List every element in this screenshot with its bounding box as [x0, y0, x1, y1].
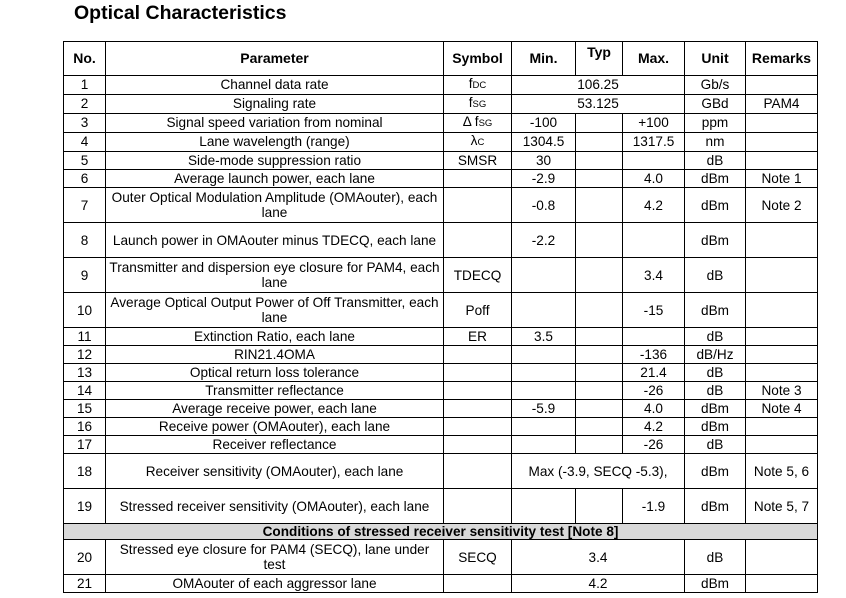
parameter-cell: Average Optical Output Power of Off Transmitter, each lane	[106, 293, 444, 328]
symbol-text: λ	[470, 133, 478, 148]
remarks-cell: Note 5, 6	[746, 454, 818, 489]
row-number: 13	[64, 364, 106, 382]
typ-cell	[576, 489, 623, 524]
parameter-cell: Average receive power, each lane	[106, 400, 444, 418]
min-cell	[512, 489, 576, 524]
table-row	[64, 293, 818, 328]
symbol-cell	[444, 328, 512, 346]
parameter-cell: Side-mode suppression ratio	[106, 152, 444, 170]
value-span-cell: 106.25	[512, 76, 685, 95]
unit-cell: Gb/s	[685, 76, 746, 95]
header-no: No.	[64, 42, 106, 76]
parameter-cell: OMAouter of each aggressor lane	[106, 575, 444, 593]
header-typ-label: Typ	[587, 44, 611, 60]
symbol-cell	[444, 382, 512, 400]
remarks-cell	[746, 76, 818, 95]
typ-cell	[576, 188, 623, 223]
parameter-cell: Stressed eye closure for PAM4 (SECQ), lane under test	[106, 540, 444, 575]
min-cell: -5.9	[512, 400, 576, 418]
value-span-cell: 3.4	[512, 540, 685, 575]
max-cell: -15	[623, 293, 685, 328]
unit-cell: dBm	[685, 400, 746, 418]
unit-cell: dB	[685, 436, 746, 454]
row-number: 1	[64, 76, 106, 95]
symbol-cell	[444, 346, 512, 364]
unit-cell: dB	[685, 328, 746, 346]
symbol-cell	[444, 364, 512, 382]
row-number: 11	[64, 328, 106, 346]
row-number: 14	[64, 382, 106, 400]
row-number: 20	[64, 540, 106, 575]
table-row	[64, 575, 818, 593]
max-cell: -1.9	[623, 489, 685, 524]
unit-cell: dB	[685, 540, 746, 575]
remarks-cell	[746, 133, 818, 152]
table-row	[64, 188, 818, 223]
row-number: 5	[64, 152, 106, 170]
symbol-cell	[444, 454, 512, 489]
row-number: 17	[64, 436, 106, 454]
remarks-cell: Note 5, 7	[746, 489, 818, 524]
value-span-cell: Max (-3.9, SECQ -5.3),	[512, 454, 685, 489]
row-number: 9	[64, 258, 106, 293]
unit-cell: dBm	[685, 188, 746, 223]
value-span-cell: 4.2	[512, 575, 685, 593]
min-cell: 3.5	[512, 328, 576, 346]
max-cell: 1317.5	[623, 133, 685, 152]
symbol-cell	[444, 152, 512, 170]
remarks-cell	[746, 114, 818, 133]
min-cell: 1304.5	[512, 133, 576, 152]
symbol-subscript: C	[477, 137, 485, 148]
table-row	[64, 328, 818, 346]
row-number: 15	[64, 400, 106, 418]
row-number: 12	[64, 346, 106, 364]
min-cell	[512, 382, 576, 400]
parameter-cell: Signaling rate	[106, 95, 444, 114]
row-number: 16	[64, 418, 106, 436]
row-number: 8	[64, 223, 106, 258]
symbol-cell	[444, 293, 512, 328]
typ-cell	[576, 364, 623, 382]
max-cell: 21.4	[623, 364, 685, 382]
row-number: 21	[64, 575, 106, 593]
remarks-cell	[746, 293, 818, 328]
row-number: 10	[64, 293, 106, 328]
remarks-cell: Note 3	[746, 382, 818, 400]
remarks-cell	[746, 223, 818, 258]
symbol-cell	[444, 133, 512, 152]
min-cell	[512, 364, 576, 382]
row-number: 6	[64, 170, 106, 188]
unit-cell: dBm	[685, 489, 746, 524]
table-row	[64, 133, 818, 152]
typ-cell	[576, 293, 623, 328]
symbol-cell	[444, 95, 512, 114]
parameter-cell: Receiver sensitivity (OMAouter), each lane	[106, 454, 444, 489]
header-parameter: Parameter	[106, 42, 444, 76]
header-typ	[576, 42, 623, 76]
unit-cell: GBd	[685, 95, 746, 114]
header-symbol: Symbol	[444, 42, 512, 76]
min-cell	[512, 346, 576, 364]
max-cell	[623, 328, 685, 346]
unit-cell: dBm	[685, 454, 746, 489]
remarks-cell: Note 2	[746, 188, 818, 223]
unit-cell: nm	[685, 133, 746, 152]
symbol-cell	[444, 223, 512, 258]
symbol-text: ER	[468, 328, 487, 344]
symbol-cell	[444, 575, 512, 593]
min-cell: -2.2	[512, 223, 576, 258]
unit-cell: dB	[685, 258, 746, 293]
remarks-cell	[746, 328, 818, 346]
symbol-cell	[444, 436, 512, 454]
row-number: 7	[64, 188, 106, 223]
header-min: Min.	[512, 42, 576, 76]
parameter-cell: Optical return loss tolerance	[106, 364, 444, 382]
section-header-row	[64, 524, 818, 540]
parameter-cell: RIN21.4OMA	[106, 346, 444, 364]
min-cell	[512, 293, 576, 328]
max-cell: 4.2	[623, 188, 685, 223]
symbol-cell	[444, 76, 512, 95]
symbol-cell	[444, 400, 512, 418]
page-title: Optical Characteristics	[74, 2, 287, 24]
unit-cell: dBm	[685, 293, 746, 328]
max-cell: 4.2	[623, 418, 685, 436]
parameter-cell: Transmitter and dispersion eye closure for PAM4, each lane	[106, 258, 444, 293]
symbol-cell	[444, 540, 512, 575]
typ-cell	[576, 170, 623, 188]
table-row	[64, 95, 818, 114]
table-body	[64, 76, 818, 593]
symbol-subscript: SG	[472, 99, 487, 110]
typ-cell	[576, 400, 623, 418]
row-number: 19	[64, 489, 106, 524]
remarks-cell	[746, 418, 818, 436]
min-cell: -2.9	[512, 170, 576, 188]
max-cell: -26	[623, 436, 685, 454]
table-row	[64, 454, 818, 489]
parameter-cell: Channel data rate	[106, 76, 444, 95]
symbol-text: TDECQ	[453, 267, 502, 283]
parameter-cell: Launch power in OMAouter minus TDECQ, each lane	[106, 223, 444, 258]
parameter-cell: Stressed receiver sensitivity (OMAouter), each lane	[106, 489, 444, 524]
max-cell: +100	[623, 114, 685, 133]
symbol-cell	[444, 114, 512, 133]
unit-cell: ppm	[685, 114, 746, 133]
symbol-text: SMSR	[457, 152, 498, 168]
typ-cell	[576, 328, 623, 346]
max-cell: 4.0	[623, 170, 685, 188]
max-cell: 4.0	[623, 400, 685, 418]
parameter-cell: Extinction Ratio, each lane	[106, 328, 444, 346]
symbol-cell	[444, 258, 512, 293]
table-row	[64, 540, 818, 575]
remarks-cell: Note 1	[746, 170, 818, 188]
symbol-text: f	[468, 95, 473, 110]
unit-cell: dBm	[685, 170, 746, 188]
remarks-cell	[746, 258, 818, 293]
unit-cell: dB	[685, 364, 746, 382]
symbol-subscript: DC	[472, 80, 487, 91]
row-number: 2	[64, 95, 106, 114]
parameter-cell: Lane wavelength (range)	[106, 133, 444, 152]
table-row	[64, 400, 818, 418]
max-cell: 3.4	[623, 258, 685, 293]
max-cell: -136	[623, 346, 685, 364]
unit-cell: dB/Hz	[685, 346, 746, 364]
unit-cell: dBm	[685, 575, 746, 593]
table-row	[64, 382, 818, 400]
remarks-cell	[746, 152, 818, 170]
table-row	[64, 76, 818, 95]
typ-cell	[576, 418, 623, 436]
symbol-text: Poff	[465, 302, 490, 318]
min-cell	[512, 436, 576, 454]
min-cell: 30	[512, 152, 576, 170]
typ-cell	[576, 114, 623, 133]
parameter-cell: Outer Optical Modulation Amplitude (OMAouter), each lane	[106, 188, 444, 223]
table-row	[64, 170, 818, 188]
unit-cell: dB	[685, 382, 746, 400]
max-cell	[623, 152, 685, 170]
header-row	[64, 42, 818, 76]
row-number: 3	[64, 114, 106, 133]
parameter-cell: Average launch power, each lane	[106, 170, 444, 188]
row-number: 4	[64, 133, 106, 152]
parameter-cell: Receive power (OMAouter), each lane	[106, 418, 444, 436]
min-cell: -100	[512, 114, 576, 133]
table-row	[64, 152, 818, 170]
unit-cell: dB	[685, 152, 746, 170]
symbol-cell	[444, 489, 512, 524]
table-row	[64, 346, 818, 364]
parameter-cell: Signal speed variation from nominal	[106, 114, 444, 133]
parameter-cell: Transmitter reflectance	[106, 382, 444, 400]
remarks-cell	[746, 436, 818, 454]
symbol-text: f	[468, 76, 473, 91]
symbol-cell	[444, 170, 512, 188]
remarks-cell	[746, 364, 818, 382]
table-row	[64, 114, 818, 133]
value-span-cell: 53.125	[512, 95, 685, 114]
symbol-subscript: SG	[478, 118, 493, 129]
section-title: Conditions of stressed receiver sensitivity test [Note 8]	[64, 524, 818, 540]
table-row	[64, 489, 818, 524]
table-row	[64, 418, 818, 436]
remarks-cell	[746, 540, 818, 575]
min-cell	[512, 418, 576, 436]
min-cell	[512, 258, 576, 293]
unit-cell: dBm	[685, 418, 746, 436]
max-cell: -26	[623, 382, 685, 400]
symbol-cell	[444, 418, 512, 436]
unit-cell: dBm	[685, 223, 746, 258]
table-row	[64, 436, 818, 454]
symbol-text: SECQ	[458, 549, 497, 565]
remarks-cell	[746, 575, 818, 593]
row-number: 18	[64, 454, 106, 489]
typ-cell	[576, 223, 623, 258]
remarks-cell	[746, 346, 818, 364]
header-unit: Unit	[685, 42, 746, 76]
typ-cell	[576, 133, 623, 152]
typ-cell	[576, 258, 623, 293]
typ-cell	[576, 382, 623, 400]
min-cell: -0.8	[512, 188, 576, 223]
header-max: Max.	[623, 42, 685, 76]
typ-cell	[576, 436, 623, 454]
remarks-cell: Note 4	[746, 400, 818, 418]
remarks-cell: PAM4	[746, 95, 818, 114]
table-row	[64, 258, 818, 293]
symbol-cell	[444, 188, 512, 223]
symbol-text: Δ f	[462, 114, 479, 129]
table-row	[64, 223, 818, 258]
header-remarks: Remarks	[746, 42, 818, 76]
table-row	[64, 364, 818, 382]
max-cell	[623, 223, 685, 258]
typ-cell	[576, 346, 623, 364]
optical-characteristics-table	[63, 41, 818, 593]
typ-cell	[576, 152, 623, 170]
parameter-cell: Receiver reflectance	[106, 436, 444, 454]
